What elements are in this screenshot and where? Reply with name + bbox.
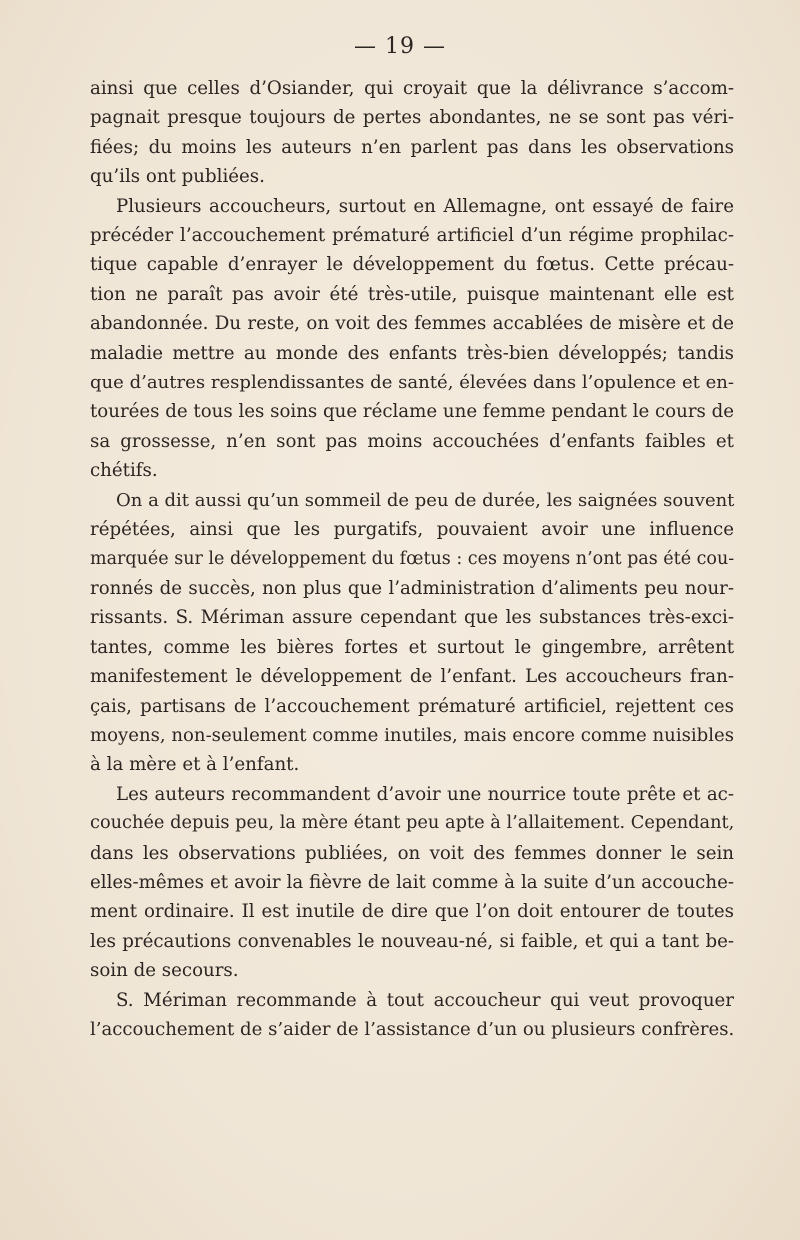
text-line: Plusieurs accoucheurs, surtout en Allemagne, ont essayé de faire <box>116 195 734 217</box>
text-line: tion ne paraît pas avoir été très-utile, puisque maintenant elle est <box>90 283 734 305</box>
text-line: tantes, comme les bières fortes et surtout le gingembre, arrêtent <box>90 636 734 658</box>
text-line: l’accouchement de s’aider de l’assistance d’un ou plusieurs confrères. <box>90 1019 735 1040</box>
text-line: On a dit aussi qu’un sommeil de peu de durée, les saignées souvent <box>116 489 735 511</box>
text-line: couchée depuis peu, la mère étant peu apte à l’allaitement. Cependant, <box>90 813 735 834</box>
text-line: manifestement le développement de l’enfant. Les accoucheurs fran- <box>90 666 734 688</box>
text-line: à la mère et à l’enfant. <box>90 754 300 776</box>
text-line: les précautions convenables le nouveau-né, si faible, et qui a tant be- <box>90 930 734 952</box>
text-line: que d’autres resplendissantes de santé, élevées dans l’opulence et en- <box>90 372 735 394</box>
text-line: ainsi que celles d’Osiander, qui croyait que la délivrance s’accom- <box>90 78 734 99</box>
text-line: elles-mêmes et avoir la fièvre de lait comme à la suite d’un accouche- <box>90 871 734 893</box>
text-line: rissants. S. Mériman assure cependant que les substances très-exci- <box>90 607 734 629</box>
text-line: ment ordinaire. Il est inutile de dire que l’on doit entourer de toutes <box>90 901 734 923</box>
paragraph <box>90 192 734 486</box>
paragraph <box>90 780 734 986</box>
text-line: moyens, non-seulement comme inutiles, mais encore comme nuisibles <box>90 724 734 746</box>
text-line: abandonnée. Du reste, on voit des femmes accablées de misère et de <box>90 313 734 335</box>
body-text <box>90 74 734 1044</box>
text-line: fiées; du moins les auteurs n’en parlent pas dans les observations <box>90 136 734 158</box>
text-line: qu’ils ont publiées. <box>90 166 265 188</box>
text-line: tourées de tous les soins que réclame une femme pendant le cours de <box>90 401 734 423</box>
text-line: S. Mériman recommande à tout accoucheur qui veut provoquer <box>116 989 734 1011</box>
text-line: tique capable d’enrayer le développement du fœtus. Cette précau- <box>90 254 734 276</box>
text-line: pagnait presque toujours de pertes abondantes, ne se sont pas véri- <box>90 107 734 129</box>
text-line: chétifs. <box>90 460 158 482</box>
text-line: soin de secours. <box>90 960 239 982</box>
page-number: — 19 — <box>354 34 446 59</box>
paragraph <box>90 986 734 1045</box>
paragraph <box>90 74 734 192</box>
text-line: sa grossesse, n’en sont pas moins accouchées d’enfants faibles et <box>90 430 734 452</box>
text-line: Les auteurs recommandent d’avoir une nourrice toute prête et ac- <box>116 783 734 805</box>
text-line: ronnés de succès, non plus que l’administration d’aliments peu nour- <box>90 577 734 599</box>
text-line: répétées, ainsi que les purgatifs, pouvaient avoir une influence <box>90 519 734 541</box>
text-line: précéder l’accouchement prématuré artificiel d’un régime prophilac- <box>90 225 734 247</box>
text-line: çais, partisans de l’accouchement prématuré artificiel, rejettent ces <box>90 695 734 717</box>
text-line: marquée sur le développement du fœtus : ces moyens n’ont pas été cou- <box>90 548 735 569</box>
text-line: dans les observations publiées, on voit des femmes donner le sein <box>90 842 734 864</box>
text-line: maladie mettre au monde des enfants très-bien développés; tandis <box>90 342 734 364</box>
paragraph <box>90 486 734 780</box>
